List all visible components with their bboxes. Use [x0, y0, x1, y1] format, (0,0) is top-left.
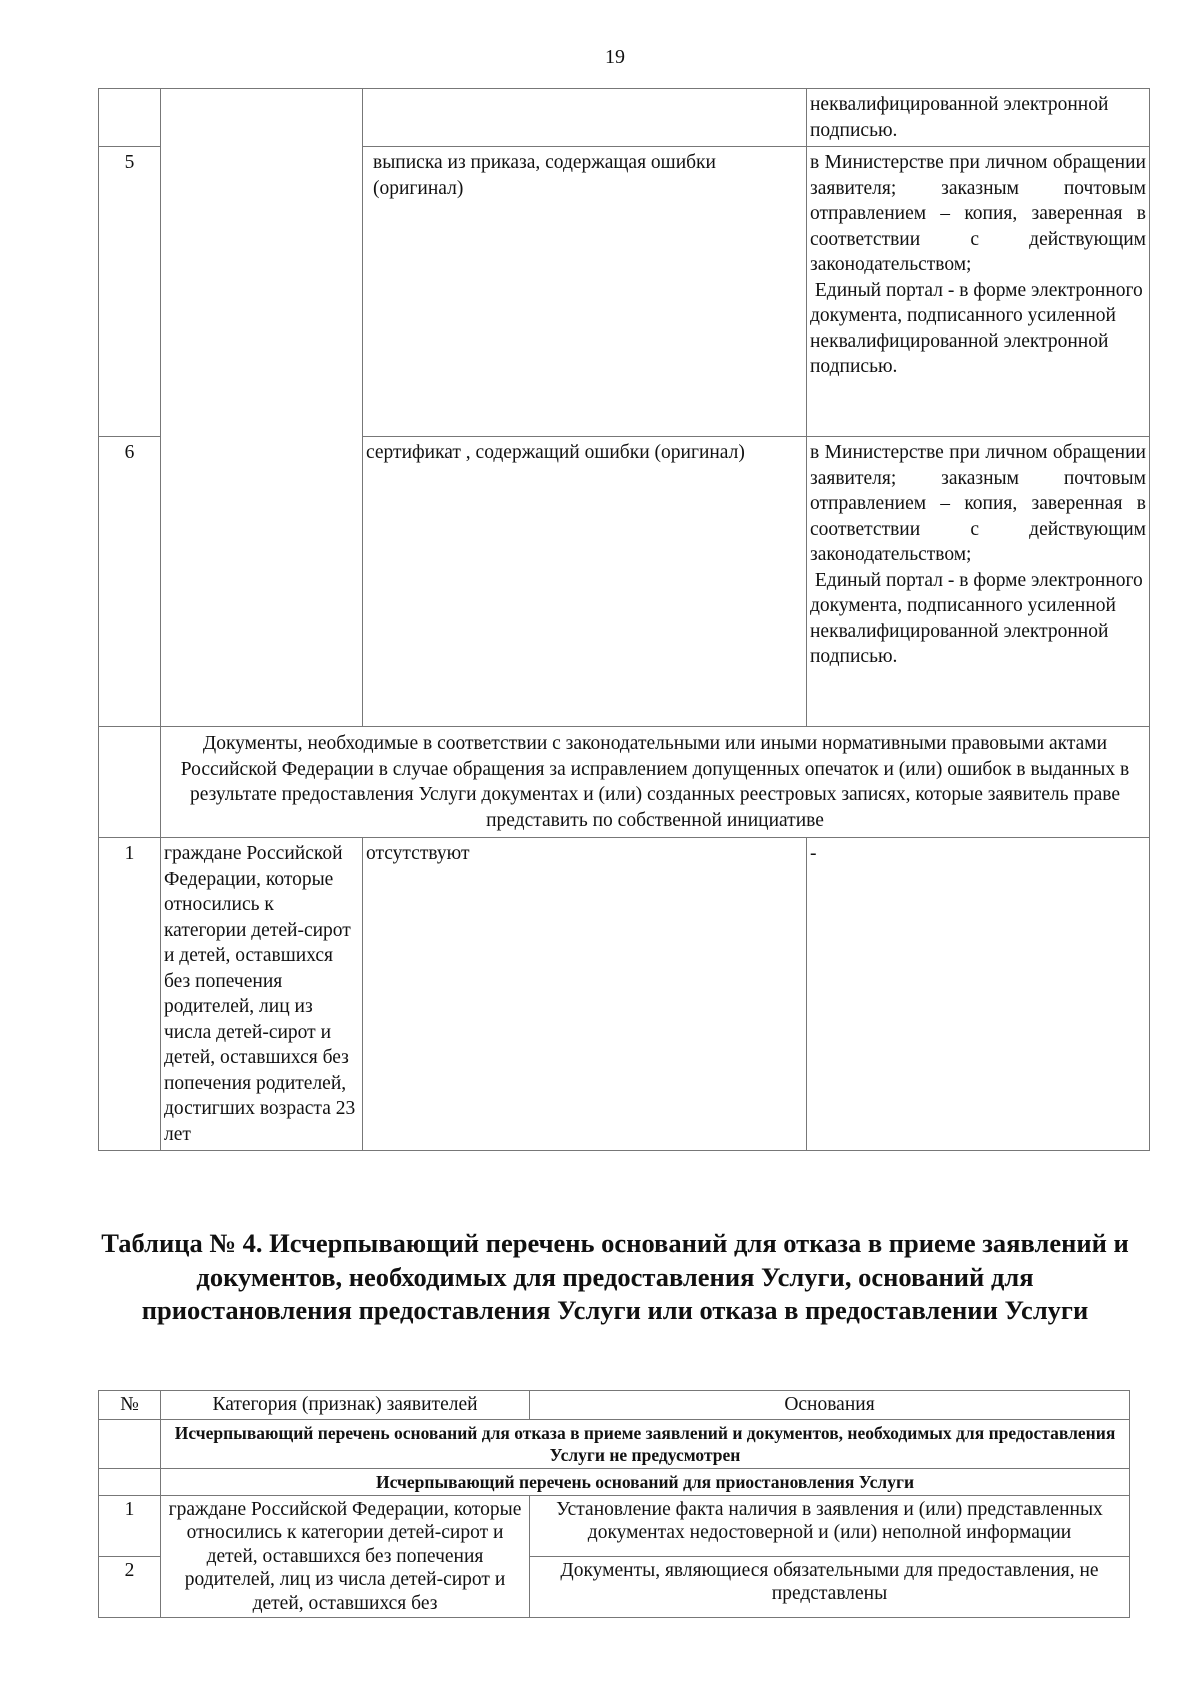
ways-cell [807, 147, 1150, 437]
table-row [99, 1495, 1130, 1556]
row-number: 1 [99, 838, 161, 1151]
grounds-table [98, 1390, 1130, 1618]
page-number: 19 [605, 46, 625, 68]
header-category: Категория (признак) заявителей [161, 1391, 530, 1420]
ways-portal-text: Единый портал - в форме электронного документа, подписанного усиленной неквалифицированной электронной подписью. [810, 569, 1148, 667]
section-suspension: Исчерпывающий перечень оснований для приостановления Услуги [161, 1468, 1130, 1495]
ways-cell: неквалифицированной электронной подписью. [807, 89, 1150, 147]
ways-cell: - [807, 838, 1150, 1151]
ways-text: в Министерстве при личном обращении заявителя; заказным почтовым отправлением – копия, заверенная в соответствии с действующим законодательством; [810, 442, 1146, 565]
header-row [99, 1391, 1130, 1420]
header-num: № [99, 1391, 161, 1420]
doc-cell: сертификат , содержащий ошибки (оригинал) [363, 437, 807, 727]
doc-cell: отсутствуют [363, 838, 807, 1151]
reason-cell: Документы, являющиеся обязательными для предоставления, не представлены [530, 1556, 1130, 1617]
ways-text: в Министерстве при личном обращении заявителя; заказным почтовым отправлением – копия, заверенная в соответствии с действующим законодательством; [810, 152, 1146, 275]
reason-cell: Установление факта наличия в заявления и (или) представленных документах недостоверной и (или) неполной информации [530, 1495, 1130, 1556]
doc-cell: выписка из приказа, содержащая ошибки (оригинал) [363, 147, 807, 437]
row-number: 5 [99, 147, 161, 437]
documents-table [98, 88, 1150, 1151]
section-refusal: Исчерпывающий перечень оснований для отказа в приеме заявлений и документов, необходимых для предоставления Услуги не предусмотрен [161, 1419, 1130, 1468]
category-cell [161, 89, 363, 727]
doc-cell [363, 89, 807, 147]
section-header-row [99, 727, 1150, 838]
ways-cell [807, 437, 1150, 727]
table-row [99, 838, 1150, 1151]
num-cell [99, 89, 161, 147]
ways-portal-text: Единый портал - в форме электронного документа, подписанного усиленной неквалифицированной электронной подписью. [810, 279, 1148, 377]
section-header: Документы, необходимые в соответствии с законодательными или иными нормативными правовыми актами Российской Федерации в случае обращения за исправлением допущенных опечаток и (или) ошибок в выданных в результате предоставления Услуги документах и (или) созданных реестровых записях, которые заявитель праве представить по собственной инициативе [161, 727, 1150, 838]
header-grounds: Основания [530, 1391, 1130, 1420]
section-row [99, 1419, 1130, 1468]
table4-title: Таблица № 4. Исчерпывающий перечень оснований для отказа в приеме заявлений и документов, необходимых для предоставления Услуги, оснований для приостановления предоставления Услуги или отказа в предоставлении Услуги [101, 1228, 1129, 1325]
row-number: 6 [99, 437, 161, 727]
category-cell: граждане Российской Федерации, которые относились к категории детей-сирот и детей, оставшихся без попечения родителей, лиц из числа детей-сирот и детей, оставшихся без [161, 1495, 530, 1618]
section-row [99, 1468, 1130, 1495]
row-number: 2 [99, 1556, 161, 1617]
row-number: 1 [99, 1495, 161, 1556]
table-row [99, 89, 1150, 147]
category-cell: граждане Российской Федерации, которые относились к категории детей-сирот и детей, оставшихся без попечения родителей, лиц из числа детей-сирот и детей, оставшихся без попечения родителей, достигших возраста 23 лет [161, 838, 363, 1151]
